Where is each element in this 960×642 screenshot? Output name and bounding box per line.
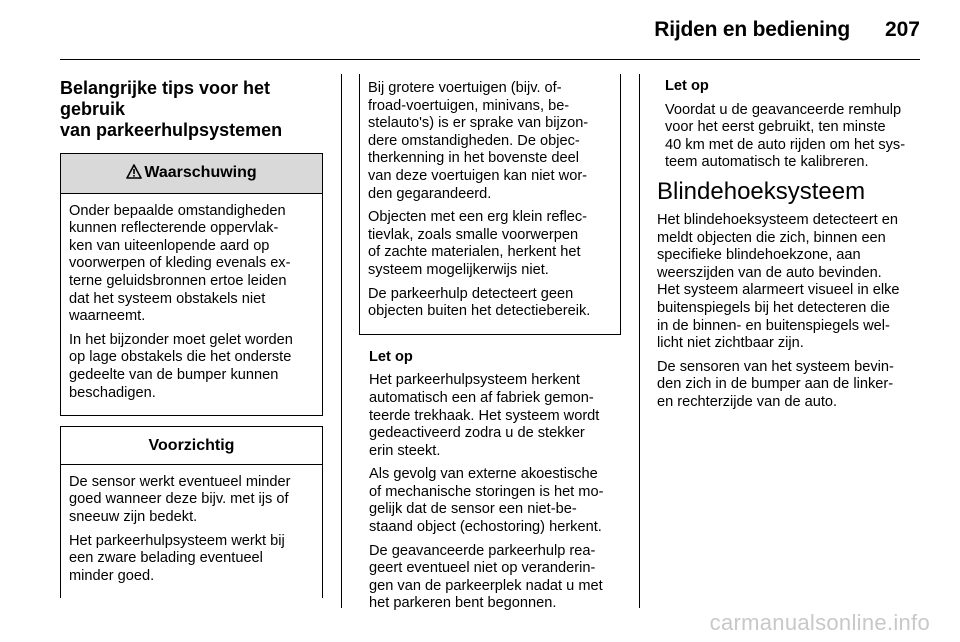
caution-box (60, 426, 323, 598)
body-paragraph: Het blindehoeksysteem detecteert en meldt objecten die zich, binnen een specifieke blindehoekzone, aan weerszijden van de auto bevinden. Het systeem alarmeert visueel in elke buitenspiegels bij het detecteren die in de binnen- en buitenspiegels wel- licht niet zichtbaar zijn. (657, 211, 900, 352)
column-divider-2 (639, 74, 640, 608)
caution-paragraph: De sensor werkt eventueel minder goed wanneer deze bijv. met ijs of sneeuw zijn bedekt. (69, 473, 291, 525)
warning-title: Waarschuwing (144, 164, 257, 181)
note-paragraph: Als gevolg van externe akoestische of mechanische storingen is het mo- gelijk dat de sensor een niet-be- staand object (echostoring) herkent. (369, 466, 604, 536)
caution-paragraph: Het parkeerhulpsysteem werkt bij een zware belading eventueel minder goed. (69, 532, 285, 584)
note-label: Let op (369, 348, 413, 365)
column-3 (657, 78, 925, 418)
section-heading-tips: Belangrijke tips voor het gebruik van parkeerhulpsystemen (60, 78, 283, 140)
note-paragraph: De geavanceerde parkeerhulp rea- geert eventueel niet op veranderin- gen van de parkeerplek nadat u met het parkeren bent begonnen. (369, 542, 603, 612)
warning-box (60, 153, 323, 416)
warning-paragraph: Objecten met een erg klein reflec- tievlak, zoals smalle voorwerpen of zachte materialen, herkent het systeem mogelijkerwijs niet. (368, 209, 588, 278)
warning-box-body (61, 194, 322, 416)
warning-paragraph: De parkeerhulp detecteert geen objecten buiten het detectiebereik. (368, 285, 591, 320)
column-1 (60, 78, 323, 598)
note-label: Let op (665, 78, 709, 94)
warning-paragraph: Onder bepaalde omstandigheden kunnen reflecterende oppervlak- ken van uiteenlopende aard op voorwerpen of kleding evenals ex- terne geluidsbronnen ertoe leiden dat het systeem obstakels niet waarneemt. (69, 202, 291, 325)
header-rule (60, 59, 920, 60)
caution-box-header: Voorzichtig (61, 427, 322, 465)
column-2 (359, 74, 621, 619)
section-heading-blindehoek: Blindehoeksysteem (657, 177, 866, 205)
page-number: 207 (884, 18, 920, 41)
warning-box-header (61, 154, 322, 194)
warning-paragraph: Bij grotere voertuigen (bijv. of- froad-voertuigen, minivans, be- stelauto's) is er sprake van bijzon- dere omstandigheden. De objec- therkenning in het bovenste deel van deze voertuigen kan niet wor- den gegarandeerd. (368, 80, 589, 202)
caution-box-body (61, 465, 322, 599)
running-header: Rijden en bediening (654, 18, 850, 41)
note-paragraph: Voordat u de geavanceerde remhulp voor het eerst gebruikt, ten minste 40 km met de auto rijden om het sys- teem automatisch te kalibreren. (665, 101, 906, 171)
warning-triangle-icon (126, 164, 142, 184)
note-paragraph: Het parkeerhulpsysteem herkent automatisch een af fabriek gemon- teerde trekhaak. Het systeem wordt gedeactiveerd zodra u de stekker erin steekt. (369, 372, 600, 459)
warning-box-continued-body (360, 74, 620, 334)
body-paragraph: De sensoren van het systeem bevin- den zich in de bumper aan de linker- en rechterzijde van de auto. (657, 358, 894, 410)
column-divider-1 (341, 74, 342, 608)
warning-box-continued (359, 74, 621, 335)
warning-paragraph: In het bijzonder moet gelet worden op lage obstakels die het onderste gedeelte van de bumper kunnen beschadigen. (69, 331, 293, 401)
watermark: carmanualsonline.info (709, 610, 930, 635)
